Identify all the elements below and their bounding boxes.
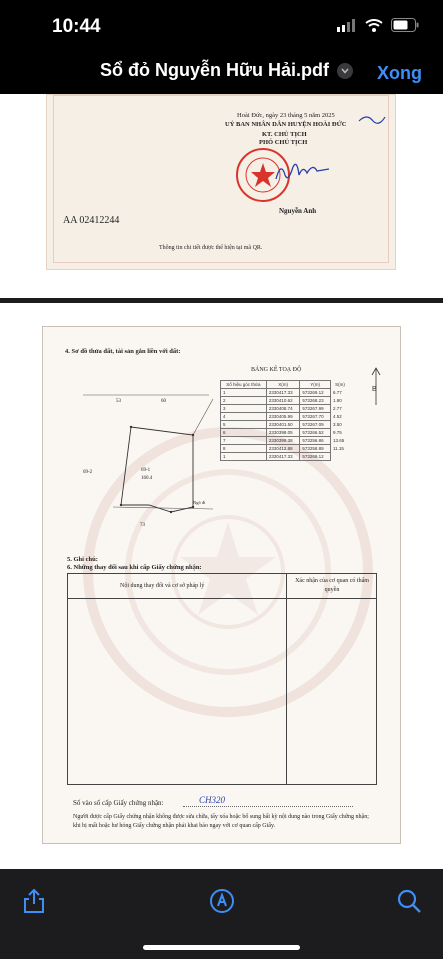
table-cell: 573269.12 [300,389,331,397]
footer-note: Người được cấp Giấy chứng nhận không được sửa chữa, tẩy xóa hoặc bổ sung bất kỳ nội dung nào trong Giấy chứng nhận; khi bị mất hoặc hư hỏng Giấy chứng nhận phải khai báo ngay với cơ quan cấp Giấy. [73,814,369,829]
table-row [221,429,350,437]
search-icon[interactable] [396,888,422,914]
coordinate-table [220,380,350,461]
table-row [221,421,350,429]
table-cell: 13.65 [333,438,345,443]
qr-note: Thông tin chi tiết được thể hiện tại mã QR. [159,245,263,251]
table-cell: 573267.70 [300,413,331,421]
nav-bar [0,52,443,94]
table-row [221,397,350,405]
table-row [221,437,350,445]
parcel-label: 69-1 [141,468,151,473]
neighbor-top-a: 53 [116,399,121,404]
table-cell: 2330408.74 [266,405,300,413]
vice-chairman: PHÓ CHỦ TỊCH [259,139,308,146]
table-row [221,445,350,453]
table-cell: 573267.99 [300,405,331,413]
table-cell: 4.52 [333,414,342,419]
parcel-area: 160.4 [141,476,153,481]
table-cell: 2330417.33 [266,453,300,461]
table-cell: 2330401.50 [266,421,300,429]
table-cell: 3 [221,405,267,413]
signal-icon [337,19,357,32]
document-title: Sổ đỏ Nguyễn Hữu Hải.pdf [100,60,330,80]
table-header: Số hiệu góc thửa [221,381,267,389]
neighbor-top-b: 60 [161,399,166,404]
status-bar [0,0,443,52]
table-cell: 2330417.33 [266,389,300,397]
road-label: Ngõ đi [193,500,206,505]
table-cell: 11.15 [333,446,344,451]
wifi-icon [365,19,383,32]
done-button[interactable]: Xong [377,63,422,83]
table-cell: 2.77 [333,406,342,411]
chevron-down-icon[interactable] [337,63,353,79]
table-cell: 573267.09 [300,421,331,429]
table-cell: 2330412.88 [266,445,300,453]
table-cell: 573268.23 [300,397,331,405]
register-value: CH320 [199,795,226,805]
share-icon[interactable] [21,888,47,914]
col-confirm-header: Xác nhận của cơ quan có thẩm quyền [295,578,369,593]
table-cell: 573258.89 [300,445,331,453]
handwritten-mark [357,113,387,127]
table-cell: 5 [221,421,267,429]
table-row [221,389,350,397]
section-4-title: 4. Sơ đồ thửa đất, tài sản gắn liền với đất: [65,348,181,355]
table-row [221,453,350,461]
table-cell: 6 [221,429,267,437]
table-cell [331,453,350,461]
coord-table-title: BẢNG KÊ TOẠ ĐỘ [251,367,302,373]
section-6-title: 6. Những thay đổi sau khi cấp Giấy chứng nhận: [67,564,202,571]
signature [273,157,333,185]
table-cell: 573256.86 [300,437,331,445]
table-cell: 7 [221,437,267,445]
table-cell: 573266.52 [300,429,331,437]
north-arrow-icon [370,367,382,407]
certificate-page-1 [46,94,396,270]
pdf-page-1 [0,94,443,298]
battery-icon [391,18,419,32]
certificate-page-2 [42,326,401,844]
table-row [221,413,350,421]
table-header: S(m) [335,382,345,387]
register-dots [183,806,353,807]
status-time: 10:44 [52,16,101,37]
table-cell: 1.90 [333,398,342,403]
register-label: Số vào sổ cấp Giấy chứng nhận: [73,799,164,807]
neighbor-left: 69-2 [83,470,93,475]
table-row [221,405,350,413]
markup-icon[interactable] [209,888,235,914]
table-cell: 1 [221,389,267,397]
sign-for: KT. CHỦ TỊCH [262,131,307,138]
signer-name: Nguyễn Anh [279,207,317,215]
table-cell: 573269.12 [300,453,331,461]
table-cell: 2330410.62 [266,397,300,405]
table-cell: 8 [221,445,267,453]
table-cell: 6.77 [333,390,342,395]
table-header: X(m) [266,381,300,389]
serial-number: AA 02412244 [63,215,120,226]
table-cell: 1 [221,453,267,461]
col-content-header: Nội dung thay đổi và cơ sở pháp lý [120,583,205,589]
table-cell: 2330405.99 [266,413,300,421]
table-cell: 3.50 [333,422,342,427]
table-cell: 9.75 [333,430,342,435]
status-icons [337,18,419,32]
table-cell: 4 [221,413,267,421]
date-line: Hoài Đức, ngày 23 tháng 5 năm 2025 [237,112,335,119]
home-indicator[interactable] [143,945,300,950]
table-cell: 2 [221,397,267,405]
authority-name: UỶ BAN NHÂN DÂN HUYỆN HOÀI ĐỨC [225,121,347,128]
parcel-diagram [73,387,223,527]
neighbor-bottom: 73 [140,523,145,528]
document-title-button[interactable] [100,60,353,81]
changes-table [67,573,377,785]
svg-text:B: B [372,386,377,393]
table-cell: 2330399.38 [266,437,300,445]
table-header: Y(m) [300,381,331,389]
section-5-title: 5. Ghi chú: [67,556,98,563]
table-cell: 2330398.05 [266,429,300,437]
